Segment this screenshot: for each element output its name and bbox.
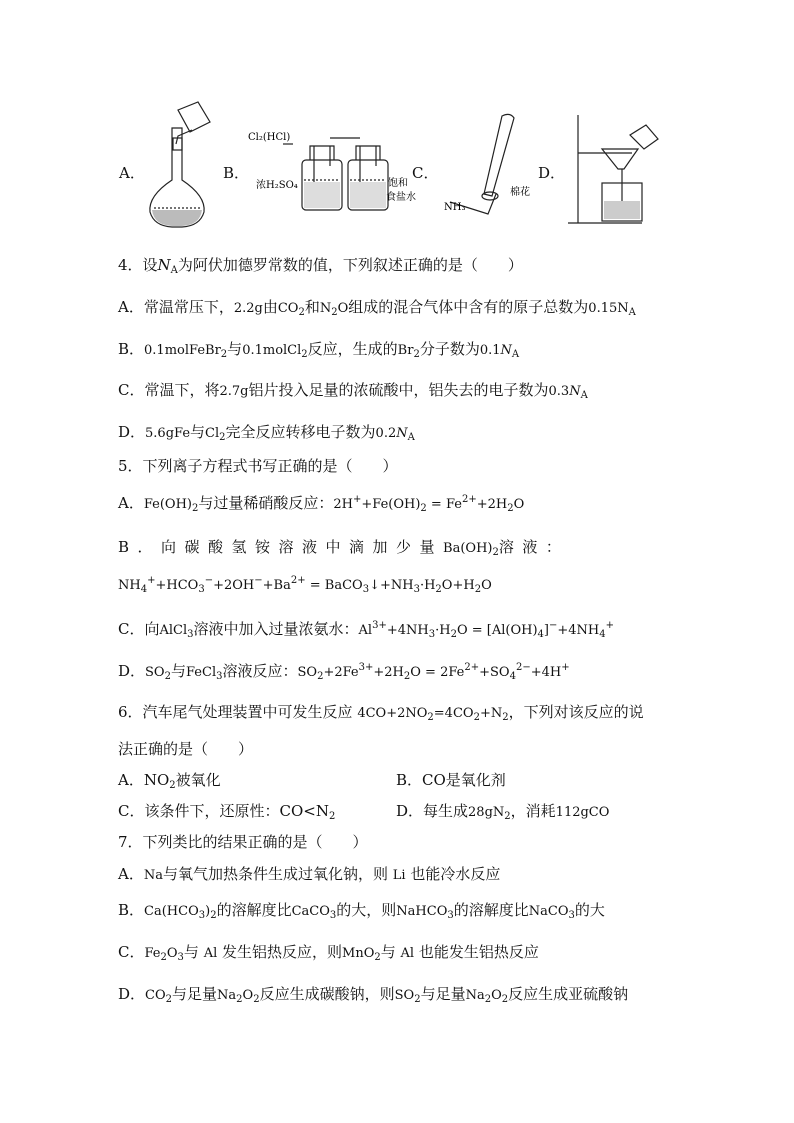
q4-option-a[interactable]: A．常温常压下，2.2g由$CO_2$和$N_2O$组成的混合气体中含有的原子总数为$0.15N_A$ xyxy=(118,298,636,318)
q6-option-b[interactable]: B．CO是氧化剂 xyxy=(396,771,506,789)
q4-option-b[interactable]: B．0.1molFeBr$_2$与0.1molCl$_2$反应，生成的$Br_2$分子数为$0.1N_A$ xyxy=(118,340,520,360)
b-gas-label: Cl₂(HCl) xyxy=(248,132,291,143)
ammonia-collection-figure xyxy=(440,110,540,225)
q5-option-b-line2: $NH_4^++HCO_3^-+2OH^-+Ba^{2+}$ = $BaCO_3↓+NH_3\cdot H_2O+H_2O$ xyxy=(118,575,492,595)
c-cotton-label: 棉花 xyxy=(510,187,530,198)
figure-label-a: A． xyxy=(119,164,145,182)
q6-option-a[interactable]: A．$NO_2$被氧化 xyxy=(118,771,221,791)
figure-label-c: C． xyxy=(412,164,439,182)
q6-option-c[interactable]: C．该条件下，还原性：$CO<N_2$ xyxy=(118,802,336,822)
c-gas-label: NH₃ xyxy=(444,202,466,213)
q4-option-c[interactable]: C．常温下，将2.7g铝片投入足量的浓硫酸中，铝失去的电子数为$0.3N_A$ xyxy=(118,381,588,401)
apparatus-figure-row xyxy=(0,100,794,230)
q7-option-c[interactable]: C．$Fe_2O_3$与 Al 发生铝热反应，则MnO$_2$与 Al 也能发生铝热反应 xyxy=(118,943,539,963)
q5-option-b-line1[interactable]: B．向碳酸氢铵溶液中滴加少量$Ba(OH)_2$溶液： xyxy=(118,538,570,558)
q6-option-d[interactable]: D．每生成$28gN_2$，消耗112gCO xyxy=(396,802,610,822)
q5-stem: 5．下列离子方程式书写正确的是（ ） xyxy=(118,457,398,475)
filtration-figure xyxy=(562,105,672,230)
b-brine-label-1: 饱和 xyxy=(388,178,408,189)
b-acid-label: 浓H₂SO₄ xyxy=(256,180,298,191)
q7-option-a[interactable]: A．Na与氧气加热条件生成过氧化钠，则 Li 也能冷水反应 xyxy=(118,865,501,883)
q6-stem-line1: 6．汽车尾气处理装置中可发生反应 $4CO+2NO_2=4CO_2+N_2$，下列对该反应的说 xyxy=(118,703,644,723)
figure-label-b: B． xyxy=(223,164,250,182)
figure-label-d: D． xyxy=(538,164,566,182)
q4-option-d[interactable]: D．5.6gFe与$Cl_2$完全反应转移电子数为$0.2N_A$ xyxy=(118,423,415,443)
q6-stem-line2: 法正确的是（ ） xyxy=(118,740,254,758)
q7-stem: 7．下列类比的结果正确的是（ ） xyxy=(118,833,368,851)
q4-stem: 4．设$N_A$为阿伏加德罗常数的值，下列叙述正确的是（ ） xyxy=(118,256,523,276)
b-brine-label-2: 食盐水 xyxy=(386,192,416,203)
q5-option-d[interactable]: D．$SO_2$与FeCl$_3$溶液反应：$SO_2+2Fe^{3+}+2H_2O = 2Fe^{2+}+SO_4^{2-}+4H^+$ xyxy=(118,662,570,682)
gas-washing-bottles-figure xyxy=(248,120,418,220)
volumetric-flask-figure xyxy=(140,100,220,230)
q7-option-b[interactable]: B．$Ca(HCO_3)_2$的溶解度比CaCO$_3$的大，则NaHCO$_3$的溶解度比NaCO$_3$的大 xyxy=(118,901,605,921)
q5-option-a[interactable]: A．$Fe(OH)_2$与过量稀硝酸反应：$2H^++Fe(OH)_2 = Fe^{2+}+2H_2O$ xyxy=(118,494,525,514)
q5-option-c[interactable]: C．向AlCl$_3$溶液中加入过量浓氨水：$Al^{3+}+4NH_3\cdot H_2O = [Al(OH)_4]^-+4NH_4^+$ xyxy=(118,620,615,640)
q7-option-d[interactable]: D．$CO_2$与足量$Na_2O_2$反应生成碳酸钠，则$SO_2$与足量$Na_2O_2$反应生成亚硫酸钠 xyxy=(118,985,629,1005)
